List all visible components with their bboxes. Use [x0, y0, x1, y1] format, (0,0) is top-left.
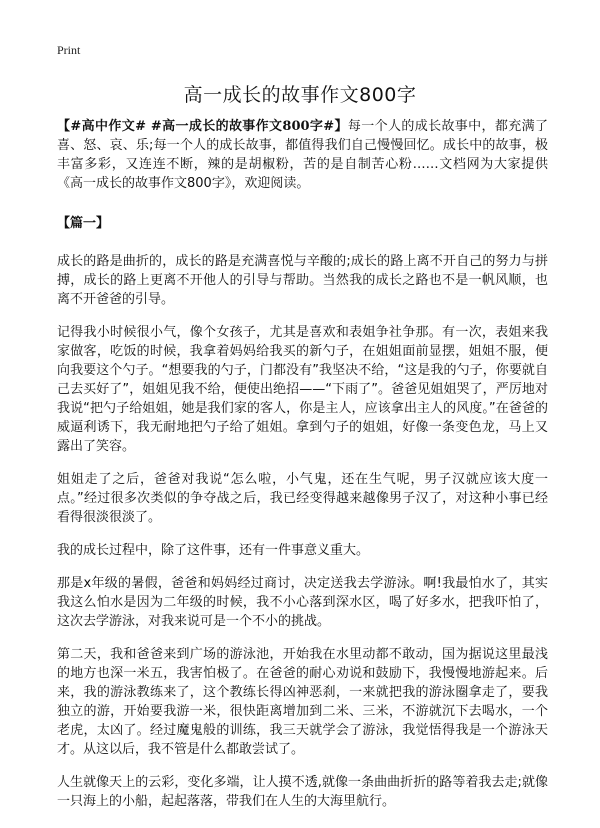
section-heading: 【篇一】: [57, 216, 110, 231]
paragraph-6: 第二天，我和爸爸来到广场的游泳池，开始我在水里动都不敢动，国为据说这里最浅的地方也深一米五，我害怕极了。在爸爸的耐心劝说和鼓励下，我慢慢地游起来。后来，我的游泳教练来了，这个教练长得凶神恶刹，一来就把我的游泳圈拿走了，要我独立的游，开始要我游一米，很快距离增加到二米、三米，不游就沉下去喝水，一个老虎，太凶了。经过魔鬼般的训练，我三天就学会了游泳，我觉悟得我是一个游泳天才。从这以后，我不管是什么都敢尝试了。: [57, 647, 548, 757]
paragraph-4: 我的成长过程中，除了这件事，还有一件事意义重大。: [57, 543, 370, 558]
intro-tags: 【#高中作文# #高一成长的故事作文800字#】: [57, 119, 348, 134]
paragraph-5: 那是x年级的暑假，爸爸和妈妈经过商讨，决定送我去学游泳。啊!我最怕水了，其实我这么怕水是因为二年级的时候，我不小心落到深水区，喝了好多水，把我吓怕了，这次去学游泳，对我来说可是一个不小的挑战。: [57, 576, 548, 629]
print-link[interactable]: Print: [57, 43, 81, 57]
article-body: [57, 117, 548, 811]
page-title: 高一成长的故事作文800字: [183, 84, 417, 106]
paragraph-2: 记得我小时候很小气，像个女孩子，尤其是喜欢和表姐争社争那。有一次，表姐来我家做客，吃饭的时候，我拿着妈妈给我买的新勺子，在姐姐面前显摆，姐姐不服，便向我要这个勺子。“想要我的勺子，门都没有”我坚决不给，“这是我的勺子，你要就自己去买好了”，姐姐见我不给，便使出绝招——“下雨了”。爸爸见姐姐哭了，严厉地对我说“把勺子给姐姐，她是我们家的客人，你是主人，应该拿出主人的风度。”在爸爸的威逼利诱下，我无耐地把勺子给了姐姐。拿到勺子的姐姐，好像一条变色龙，马上又露出了笑容。: [57, 325, 548, 454]
intro-paragraph: [57, 117, 548, 193]
paragraph-1: 成长的路是曲折的，成长的路是充满喜悦与辛酸的;成长的路上离不开自己的努力与拼搏，成长的路上更离不开他人的引导与帮助。当然我的成长之路也不是一帆风顺，也离不开爸爸的引导。: [57, 254, 548, 307]
intro-text: 每一个人的成长故事中，都充满了喜、怒、哀、乐;每一个人的成长故事，都值得我们自己慢慢回忆。成长中的故事，极丰富多彩，又连连不断，辣的是胡椒粉，苦的是自制苦心粉……文档网为大家提供《高一成长的故事作文800字》，欢迎阅读。: [57, 119, 548, 191]
paragraph-7: 人生就像天上的云彩，变化多端，让人摸不透,就像一条曲曲折折的路等着我去走;就像一只海上的小船，起起落落，带我们在人生的大海里航行。: [57, 775, 548, 809]
paragraph-3: 姐姐走了之后，爸爸对我说“怎么啦，小气鬼，还在生气呢，男子汉就应该大度一点。”经过很多次类似的争夺战之后，我已经变得越来越像男子汉了，对这种小事已经看得很淡很淡了。: [57, 472, 548, 525]
